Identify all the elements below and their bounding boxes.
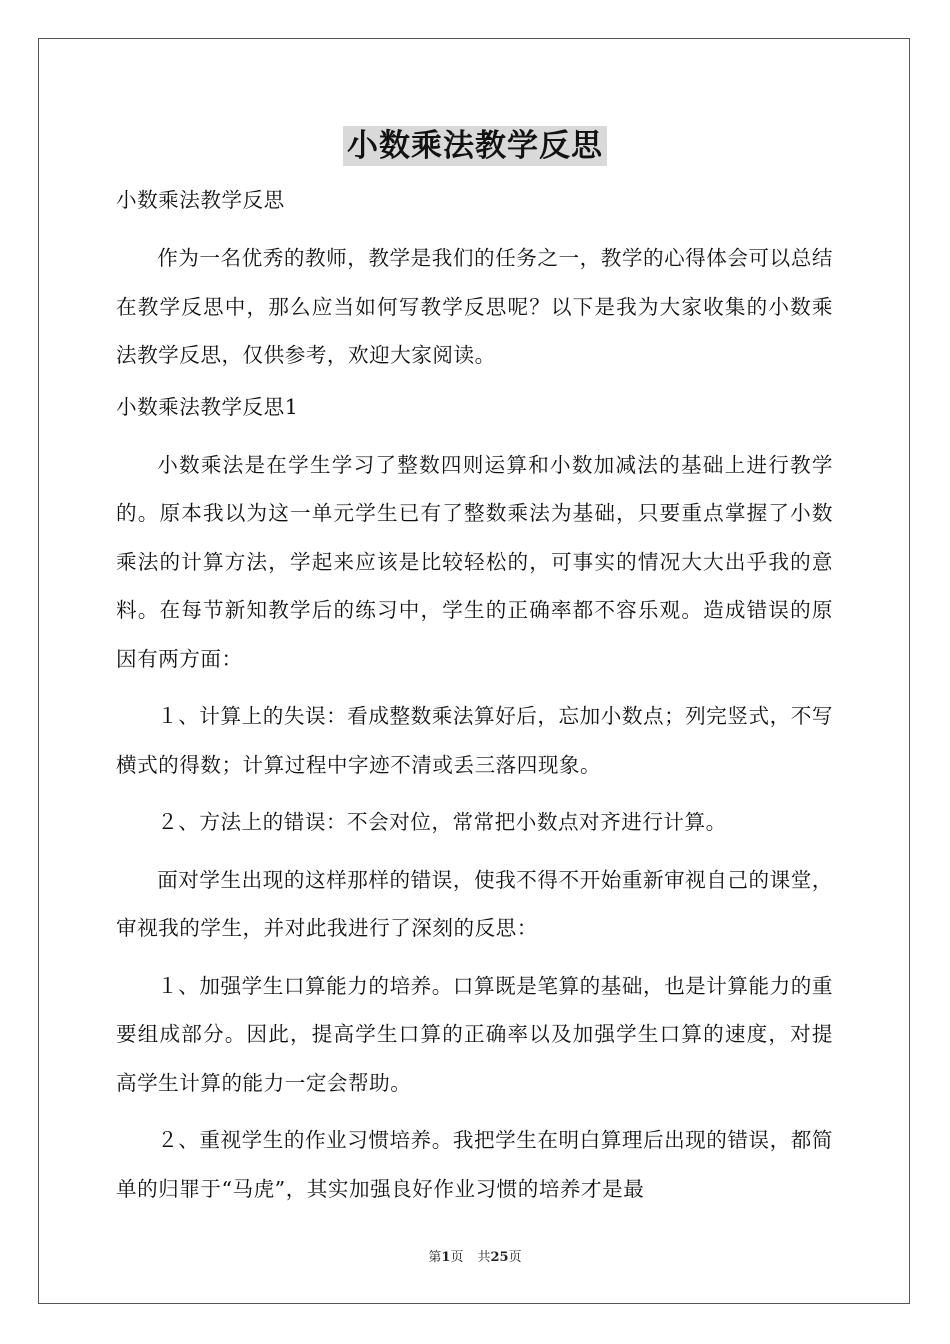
document-title: 小数乘法教学反思 (343, 126, 607, 166)
total-prefix: 共 (477, 1250, 491, 1265)
body-paragraph: 面对学生出现的这样那样的错误，使我不得不开始重新审视自己的课堂，审视我的学生，并对此我进行了深刻的反思： (116, 867, 833, 940)
body-paragraph: 作为一名优秀的教师，教学是我们的任务之一，教学的心得体会可以总结在教学反思中，那么应当如何写教学反思呢？以下是我为大家收集的小数乘法教学反思，仅供参考，欢迎大家阅读。 (116, 246, 833, 367)
body-paragraph: ２、重视学生的作业习惯培养。我把学生在明白算理后出现的错误，都简单的归罪于“马虎”，其实加强良好作业习惯的培养才是最 (116, 1128, 833, 1201)
body-paragraph: １、计算上的失误：看成整数乘法算好后，忘加小数点；列完竖式，不写横式的得数；计算过程中字迹不清或丢三落四现象。 (116, 704, 833, 777)
total-suffix: 页 (508, 1250, 522, 1265)
page-prefix: 第 (428, 1250, 442, 1265)
page-number: 1 (441, 1250, 451, 1265)
section-heading: 小数乘法教学反思1 (116, 394, 299, 419)
page-suffix: 页 (450, 1250, 464, 1265)
page-footer (0, 1246, 950, 1265)
body-paragraph: 小数乘法是在学生学习了整数四则运算和小数加减法的基础上进行教学的。原本我以为这一单元学生已有了整数乘法为基础，只要重点掌握了小数乘法的计算方法，学起来应该是比较轻松的，可事实的情况大大出乎我的意料。在每节新知教学后的练习中，学生的正确率都不容乐观。造成错误的原因有两方面： (116, 452, 833, 671)
section-heading: 小数乘法教学反思 (116, 188, 285, 212)
title-container (0, 126, 950, 166)
body-paragraph: ２、方法上的错误：不会对位，常常把小数点对齐进行计算。 (157, 810, 727, 834)
total-pages: 25 (490, 1250, 509, 1265)
body-paragraph: １、加强学生口算能力的培养。口算既是笔算的基础，也是计算能力的重要组成部分。因此，提高学生口算的正确率以及加强学生口算的速度，对提高学生计算的能力一定会帮助。 (116, 973, 833, 1095)
document-body (116, 182, 833, 1222)
